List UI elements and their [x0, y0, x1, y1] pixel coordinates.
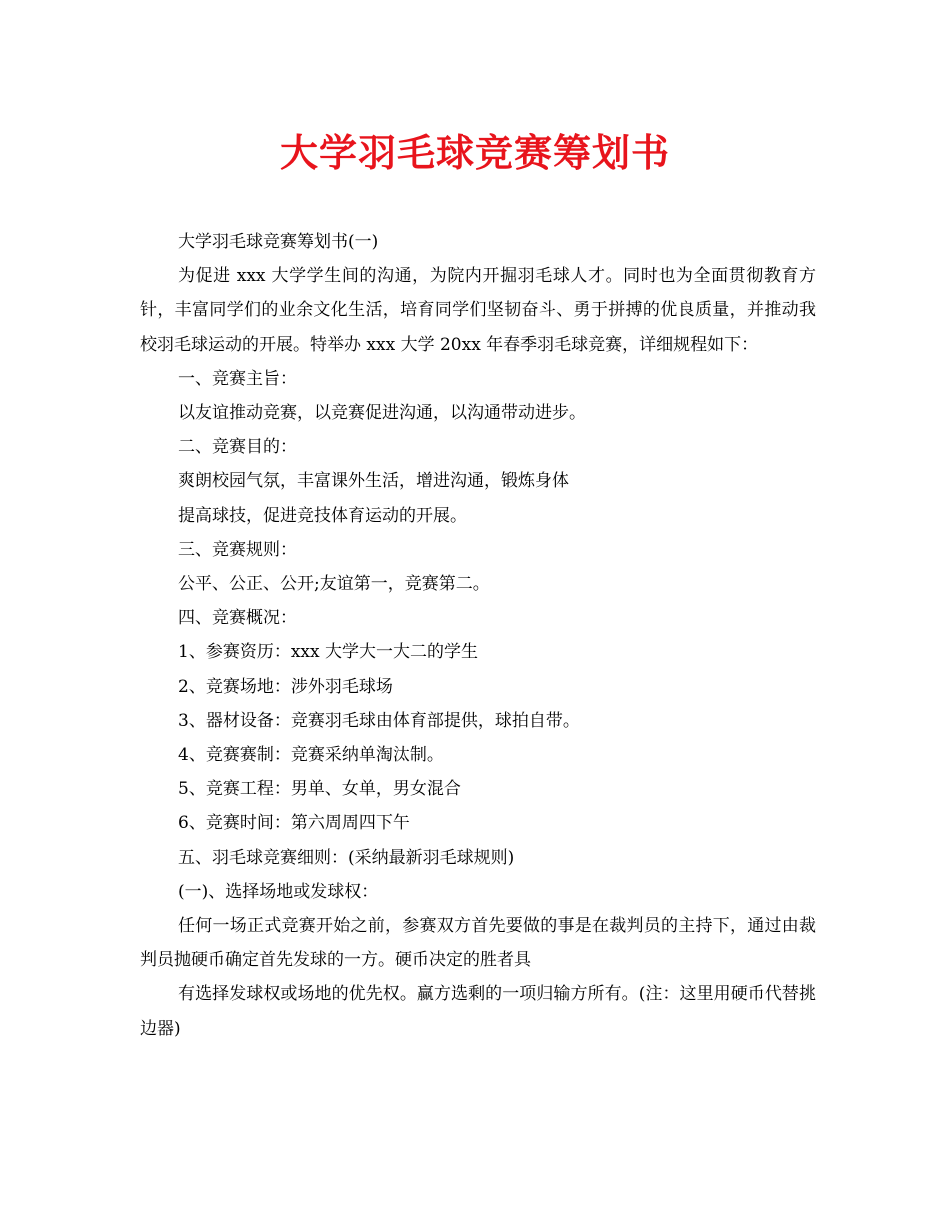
section-heading: 三、竞赛规则： — [178, 539, 297, 560]
paragraph: 爽朗校园气氛，丰富课外生活，增进沟通，锻炼身体 — [178, 471, 569, 492]
paragraph: 为促进 xxx 大学学生间的沟通，为院内开掘羽毛球人才。同时也为全面贯彻教育方针，丰富同学们的业余文化生活，培育同学们坚韧奋斗、勇于拼搏的优良质量，并推动我校羽毛球运动的开展。特举办 xxx 大学 20xx 年春季羽毛球竞赛，详细规程如下： — [140, 266, 816, 355]
sub-heading: (一)、选择场地或发球权： — [178, 881, 379, 902]
document-body — [140, 225, 816, 1046]
section-heading: 五、羽毛球竞赛细则：(采纳最新羽毛球规则) — [178, 847, 515, 868]
list-item: 3、器材设备：竞赛羽毛球由体育部提供，球拍自带。 — [178, 710, 580, 731]
paragraph: 公平、公正、公开;友谊第一，竞赛第二。 — [178, 574, 490, 595]
section-heading: 二、竞赛目的： — [178, 437, 297, 458]
paragraph: 以友谊推动竞赛，以竞赛促进沟通，以沟通带动进步。 — [178, 403, 586, 424]
list-item: 2、竞赛场地：涉外羽毛球场 — [178, 676, 393, 697]
section-heading: 四、竞赛概况： — [178, 608, 297, 629]
section-heading: 一、竞赛主旨： — [178, 368, 297, 389]
paragraph: 有选择发球权或场地的优先权。赢方选剩的一项归输方所有。(注：这里用硬币代替挑边器) — [140, 984, 816, 1039]
paragraph: 大学羽毛球竞赛筹划书(一) — [178, 232, 379, 252]
list-item: 5、竞赛工程：男单、女单，男女混合 — [178, 779, 461, 800]
list-item: 1、参赛资历：xxx 大学大一大二的学生 — [178, 642, 478, 663]
paragraph: 提高球技，促进竞技体育运动的开展。 — [178, 505, 467, 526]
list-item: 4、竞赛赛制：竞赛采纳单淘汰制。 — [178, 745, 444, 766]
list-item: 6、竞赛时间：第六周周四下午 — [178, 813, 410, 834]
paragraph: 任何一场正式竞赛开始之前，参赛双方首先要做的事是在裁判员的主持下，通过由裁判员抛硬币确定首先发球的一方。硬币决定的胜者具 — [140, 916, 816, 971]
document-title: 大学羽毛球竞赛筹划书 — [279, 130, 670, 175]
